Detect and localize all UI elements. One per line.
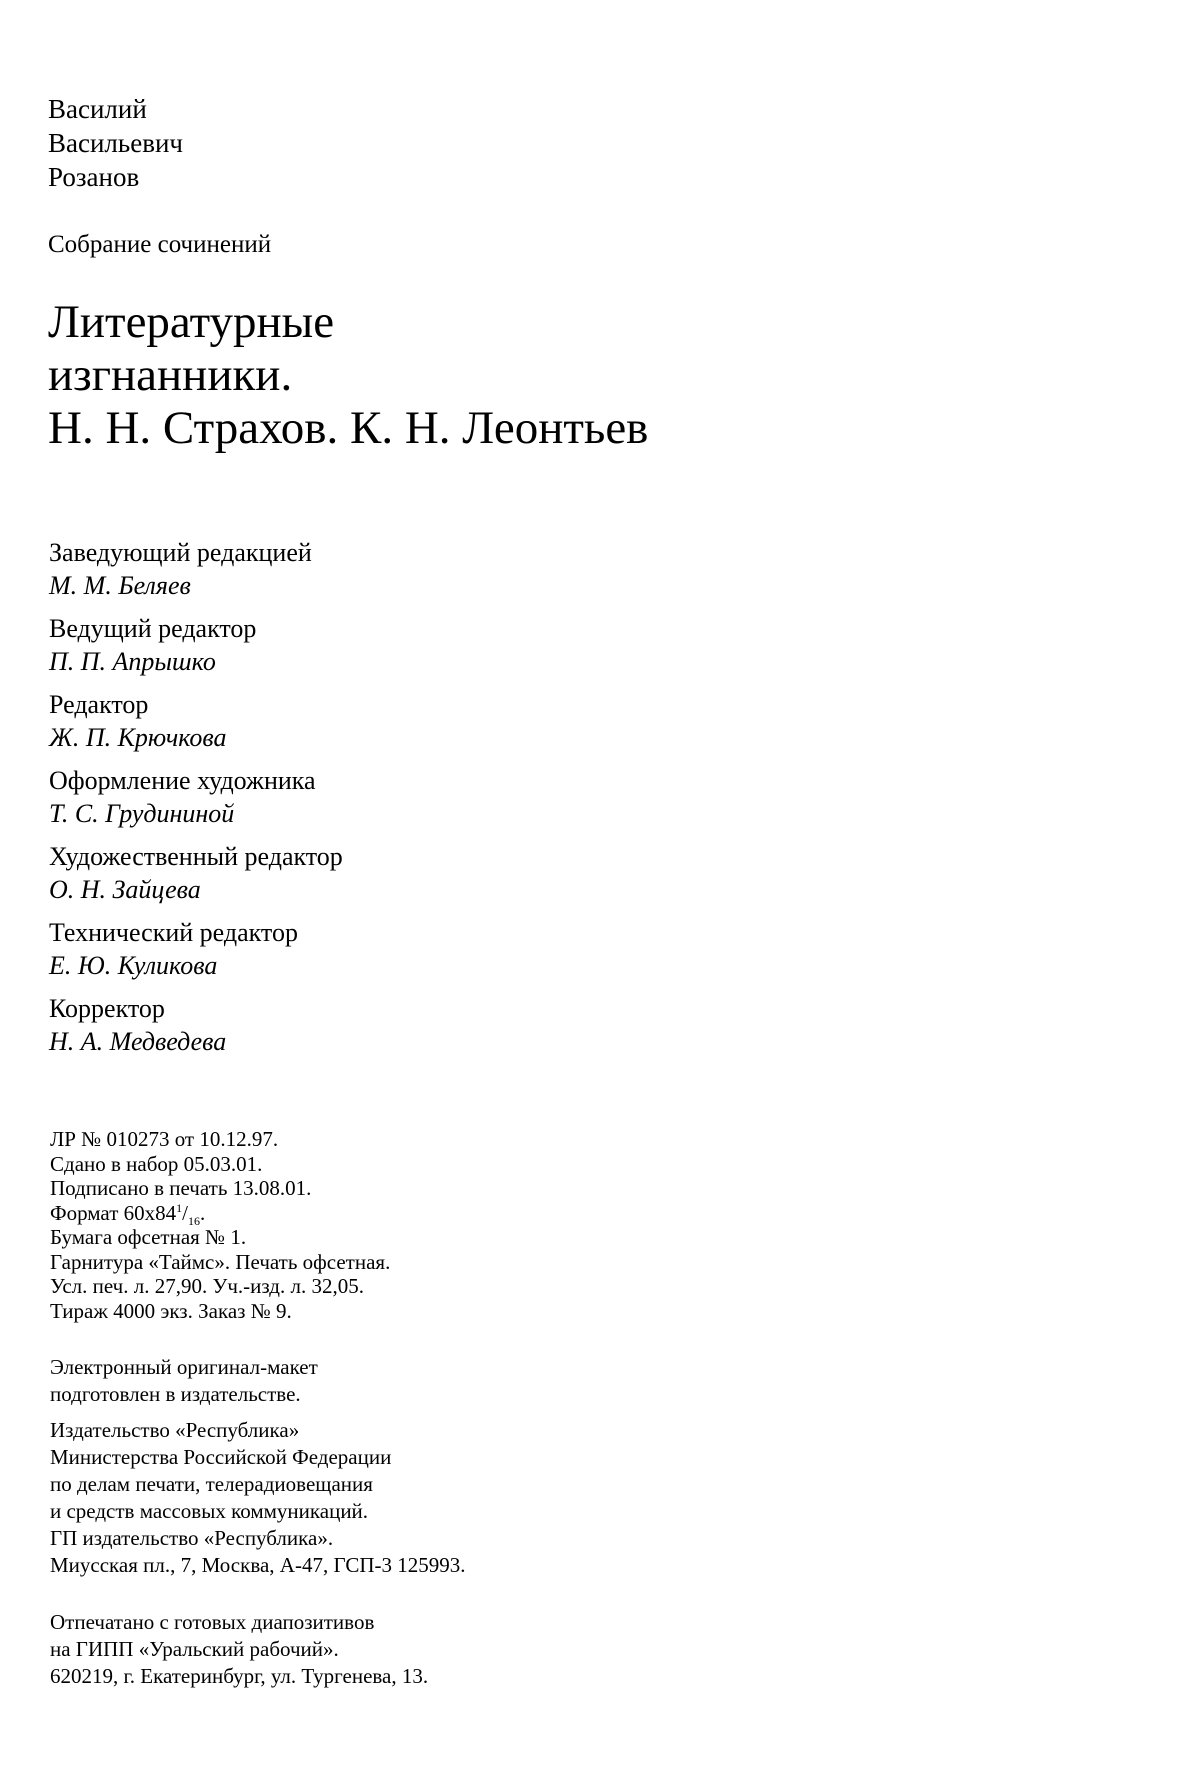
electronic-layout-note	[50, 1354, 750, 1408]
imprint-format-slash: /	[182, 1200, 188, 1225]
credit-person: П. П. Апрышко	[49, 647, 216, 676]
credit-person: О. Н. Зайцева	[49, 875, 201, 904]
credit-role: Корректор	[49, 994, 165, 1023]
credit-editor-in-chief	[49, 536, 749, 602]
series-title: Собрание сочинений	[48, 231, 272, 258]
credit-lead-editor	[49, 612, 749, 678]
electronic-line: подготовлен в издательстве.	[50, 1382, 301, 1406]
imprint-format-text: Формат 60x84	[50, 1200, 177, 1225]
publisher-line: Издательство «Республика»	[50, 1418, 300, 1442]
printer-line: на ГИПП «Уральский рабочий».	[50, 1637, 339, 1661]
credit-role: Оформление художника	[49, 766, 316, 795]
credit-role: Ведущий редактор	[49, 614, 257, 643]
imprint-signed-date: Подписано в печать 13.08.01.	[50, 1176, 312, 1200]
book-title-line: Н. Н. Страхов. К. Н. Леонтьев	[48, 402, 649, 454]
publisher-line: Министерства Российской Федерации	[50, 1445, 392, 1469]
imprint-format-denominator: 16	[187, 1213, 200, 1228]
credit-person: М. М. Беляев	[49, 571, 191, 600]
author-name	[48, 92, 183, 194]
credits-list	[49, 536, 749, 1068]
credit-person: Н. А. Медведева	[49, 1027, 227, 1056]
book-title-line: Литературные	[48, 296, 335, 348]
publisher-line: ГП издательство «Республика».	[50, 1526, 334, 1550]
publisher-line: и средств массовых коммуникаций.	[50, 1499, 369, 1523]
author-patronymic: Васильевич	[48, 128, 183, 158]
publisher-address: Миусская пл., 7, Москва, А-47, ГСП-3 125993.	[50, 1553, 466, 1577]
imprint-format-numerator: 1	[176, 1200, 183, 1215]
imprint-license: ЛР № 010273 от 10.12.97.	[50, 1127, 279, 1151]
imprint-print-run: Тираж 4000 экз. Заказ № 9.	[50, 1298, 292, 1323]
author-first-name: Василий	[48, 94, 147, 124]
credit-art-editor	[49, 840, 749, 906]
imprint-format-period: .	[199, 1200, 206, 1225]
credit-role: Редактор	[49, 690, 149, 719]
imprint-sheets: Усл. печ. л. 27,90. Уч.-изд. л. 32,05.	[50, 1274, 364, 1298]
printer-line: Отпечатано с готовых диапозитивов	[50, 1610, 375, 1634]
publisher-line: по делам печати, телерадиовещания	[50, 1472, 373, 1496]
credit-editor	[49, 688, 749, 754]
imprint-block	[50, 1127, 750, 1323]
imprint-typeset-date: Сдано в набор 05.03.01.	[50, 1151, 263, 1176]
imprint-format	[50, 1201, 750, 1226]
credit-technical-editor	[49, 916, 749, 982]
electronic-line: Электронный оригинал-макет	[50, 1355, 318, 1379]
author-last-name: Розанов	[48, 162, 140, 192]
book-title	[48, 296, 648, 455]
imprint-typeface: Гарнитура «Таймс». Печать офсетная.	[50, 1249, 391, 1274]
credit-proofreader	[49, 992, 749, 1058]
credit-person: Е. Ю. Куликова	[49, 951, 218, 980]
printer-info	[50, 1609, 750, 1690]
credit-person: Т. С. Грудининой	[49, 799, 235, 828]
credit-role: Технический редактор	[49, 918, 298, 947]
printer-address: 620219, г. Екатеринбург, ул. Тургенева, 13.	[50, 1664, 429, 1688]
book-title-line: изгнанники.	[48, 349, 293, 401]
credit-role: Заведующий редакцией	[49, 538, 312, 567]
credit-person: Ж. П. Крючкова	[49, 723, 227, 752]
publisher-info	[50, 1417, 750, 1579]
imprint-paper: Бумага офсетная № 1.	[50, 1225, 247, 1249]
credit-design	[49, 764, 749, 830]
credit-role: Художественный редактор	[49, 842, 343, 871]
